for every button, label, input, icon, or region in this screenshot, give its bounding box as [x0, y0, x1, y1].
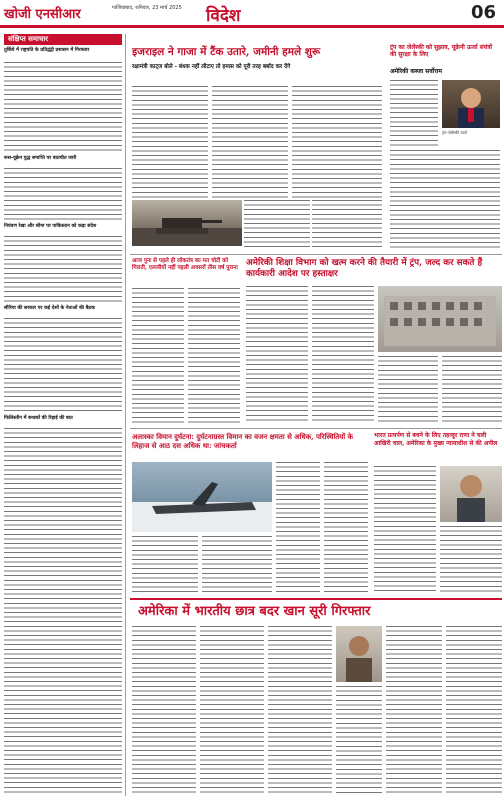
- right-body-col-2: [390, 150, 500, 250]
- brief-body-4: [4, 318, 122, 412]
- lead-headline: इजराइल ने गाजा में टैंक उतारे, जमीनी हमले शुरू: [132, 46, 321, 58]
- brief-body-1: [4, 62, 122, 152]
- plane-body-col-1: [276, 462, 320, 594]
- brief-heading-5: फिलिस्तीन में बन्धकों की रिहाई की बात: [4, 416, 73, 421]
- bottom-body-col-6: [446, 626, 502, 796]
- lead-photo: [132, 200, 242, 246]
- portrait-image-3: [336, 626, 382, 682]
- bottom-body-col-4: [336, 686, 382, 796]
- brief-heading-4: सीरिया की सरकार पर कई देशों के नेताओं की बैठक: [4, 306, 95, 311]
- tank-image: [132, 200, 242, 246]
- education-body-col-1: [246, 286, 308, 424]
- bottom-body-col-5: [386, 626, 442, 796]
- bottom-body-col-3: [268, 626, 332, 796]
- brief-news-header: संक्षिप्त समाचार: [4, 34, 122, 45]
- trump-photo-caption: ट्रंप-जेलेंस्की वार्ता: [442, 130, 467, 135]
- plane-body-col-3: [132, 536, 198, 594]
- bharat-headline: भारत प्रत्यर्पण से बचने के लिए तहव्वुर राणा ने चली आखिरी चाल, अमेरिका के मुख्य न्यायाधीश से की अपील: [374, 432, 498, 447]
- education-body-col-3: [378, 356, 438, 424]
- plane-headline: अलास्का विमान दुर्घटना: दुर्घटनाग्रस्त विमान का वजन क्षमता से अधिक, परिस्थितियों के लिहाज से आठ दस अधिक था: जांचकर्ता: [132, 432, 353, 450]
- bharat-body-col-2: [440, 526, 502, 594]
- portrait-image: [442, 80, 500, 128]
- second-body-col-1: [132, 288, 184, 424]
- dateline: गाजियाबाद, शनिवार, 23 मार्च 2025: [112, 5, 182, 11]
- trump-photo: [442, 80, 500, 128]
- brief-body-3: [4, 236, 122, 302]
- education-photo: [378, 286, 502, 352]
- section-divider: [130, 254, 502, 255]
- portrait-image-2: [440, 466, 502, 522]
- lead-body-col-2: [212, 86, 288, 198]
- section-title: विदेश: [206, 6, 241, 26]
- right-kicker: अमेरिकी कब्जा सर्वोत्तम: [390, 68, 442, 75]
- section-divider-2: [130, 428, 502, 429]
- plane-wreck-image: [132, 462, 272, 532]
- brief-body-2: [4, 168, 122, 220]
- bottom-headline: अमेरिका में भारतीय छात्र बदर खान सूरी गिरफ्तार: [138, 604, 371, 619]
- education-headline: अमेरिकी शिक्षा विभाग को खत्म करने की तैयारी में ट्रंप, जल्द कर सकते हैं कार्यकारी आदेश पर हस्ताक्षर: [246, 258, 483, 279]
- lead-body-col-3: [292, 86, 382, 198]
- lead-kicker: रक्षामंत्री काट्ज बोले - बंधक नहीं लौटाए तो हमास को पूरी तरह बर्बाद कर देंगे: [132, 64, 291, 70]
- bottom-body-col-2: [200, 626, 264, 796]
- lead-body-col-5: [312, 200, 382, 250]
- column-divider: [125, 34, 126, 796]
- lead-body-col-4: [244, 200, 310, 250]
- lead-body-col-1: [132, 86, 208, 198]
- brief-heading-1: तुर्किये में राष्ट्रपति के प्रतिद्वंद्वी प्रशासन में गिरफ्तार: [4, 48, 90, 53]
- bottom-divider: [130, 598, 502, 600]
- masthead: [0, 0, 504, 28]
- right-headline: ट्रंप का जेलेंस्की को सुझाव, यूक्रेनी ऊर्जा संयंत्रों की सुरक्षा के लिए: [390, 44, 493, 59]
- brief-heading-2: रूस-यूक्रेन युद्ध समाप्ति पर बातचीत जारी: [4, 156, 77, 161]
- plane-crash-photo: [132, 462, 272, 532]
- page-number: 06: [470, 2, 496, 23]
- student-photo: [336, 626, 382, 682]
- brief-heading-3: नियंत्रण रेखा और सीमा पर पाकिस्तान को कड़ा संदेश: [4, 224, 97, 229]
- brief-body-5: [4, 428, 122, 796]
- rana-photo: [440, 466, 502, 522]
- right-body-col-1: [390, 80, 438, 146]
- brand-logo: खोजी एनसीआर: [4, 7, 81, 22]
- bottom-body-col-1: [132, 626, 196, 796]
- plane-body-col-4: [202, 536, 272, 594]
- plane-body-col-2: [324, 462, 368, 594]
- second-headline: आज पुनः से पहले ही लोकतंत्र का मत चोटी को गिराती, एलजीयों नहीं पहली अवसरों तीस वर्ष पुराना: [132, 258, 238, 271]
- building-image: [378, 286, 502, 352]
- education-body-col-2: [312, 286, 374, 424]
- bharat-body-col-1: [374, 466, 436, 594]
- second-body-col-2: [188, 288, 240, 424]
- education-body-col-4: [442, 356, 502, 424]
